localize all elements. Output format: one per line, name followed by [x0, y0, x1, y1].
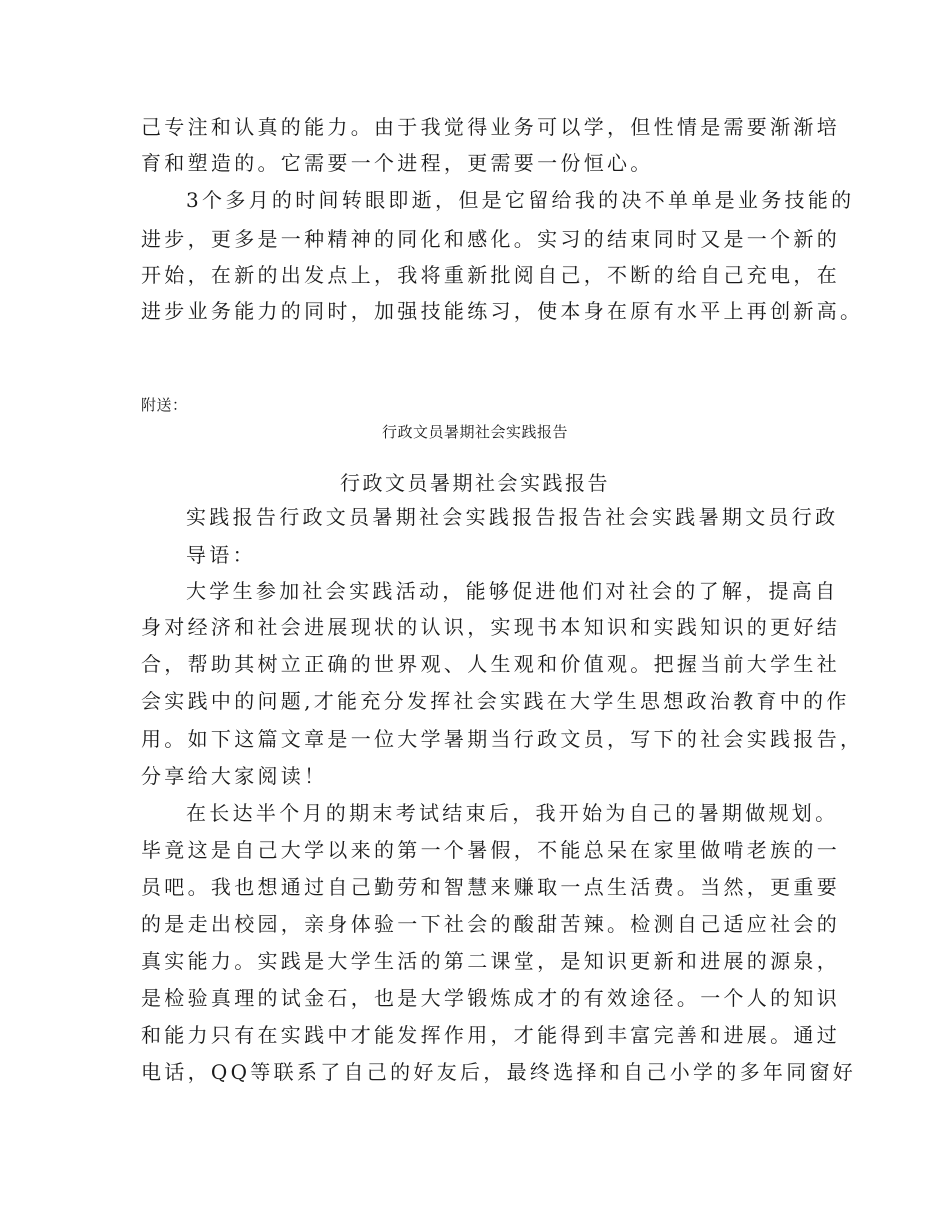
document-title: 行政文员暑期社会实践报告 — [340, 471, 610, 495]
paragraph-line: 开始，在新的出发点上，我将重新批阅自己，不断的给自己充电，在 — [141, 263, 840, 287]
paragraph-line: 会实践中的问题,才能充分发挥社会实践在大学生思想政治教育中的作 — [141, 689, 850, 713]
keywords-line: 实践报告行政文员暑期社会实践报告报告社会实践暑期文员行政 — [186, 505, 839, 529]
paragraph-line: 在长达半个月的期末考试结束后，我开始为自己的暑期做规划。 — [186, 801, 839, 825]
paragraph-line: 毕竟这是自己大学以来的第一个暑假，不能总呆在家里做啃老族的一 — [141, 838, 840, 862]
paragraph-line: 的是走出校园，亲身体验一下社会的酸甜苦辣。检测自己适应社会的 — [141, 912, 840, 936]
paragraph-line: 己专注和认真的能力。由于我觉得业务可以学，但性情是需要渐渐培 — [141, 115, 840, 139]
appendix-small-title: 行政文员暑期社会实践报告 — [381, 423, 568, 441]
paragraph-line: 进步，更多是一种精神的同化和感化。实习的结束同时又是一个新的 — [141, 227, 840, 251]
paragraph-line: 真实能力。实践是大学生活的第二课堂，是知识更新和进展的源泉， — [141, 949, 840, 973]
paragraph-line: 分享给大家阅读！ — [141, 764, 328, 788]
guide-label: 导语： — [186, 543, 256, 567]
paragraph-line: 大学生参加社会实践活动，能够促进他们对社会的了解，提高自 — [186, 579, 839, 603]
paragraph-line: 员吧。我也想通过自己勤劳和智慧来赚取一点生活费。当然，更重要 — [141, 875, 840, 899]
paragraph-line: 用。如下这篇文章是一位大学暑期当行政文员，写下的社会实践报告， — [141, 727, 864, 751]
paragraph-line: 进步业务能力的同时，加强技能练习，使本身在原有水平上再创新高。 — [141, 299, 864, 323]
paragraph-line: 合，帮助其树立正确的世界观、人生观和价值观。把握当前大学生社 — [141, 652, 840, 676]
paragraph-line: 和能力只有在实践中才能发挥作用，才能得到丰富完善和进展。通过 — [141, 1023, 840, 1047]
paragraph-line: 是检验真理的试金石，也是大学锻炼成才的有效途径。一个人的知识 — [141, 986, 840, 1010]
paragraph-line: 身对经济和社会进展现状的认识，实现书本知识和实践知识的更好结 — [141, 615, 840, 639]
appendix-label: 附送： — [141, 396, 188, 414]
paragraph-line: 3个多月的时间转眼即逝，但是它留给我的决不单单是业务技能的 — [186, 188, 855, 212]
paragraph-line: 育和塑造的。它需要一个进程，更需要一份恒心。 — [141, 151, 654, 175]
paragraph-line: 电话，QQ等联系了自己的好友后，最终选择和自己小学的多年同窗好 — [141, 1060, 857, 1084]
